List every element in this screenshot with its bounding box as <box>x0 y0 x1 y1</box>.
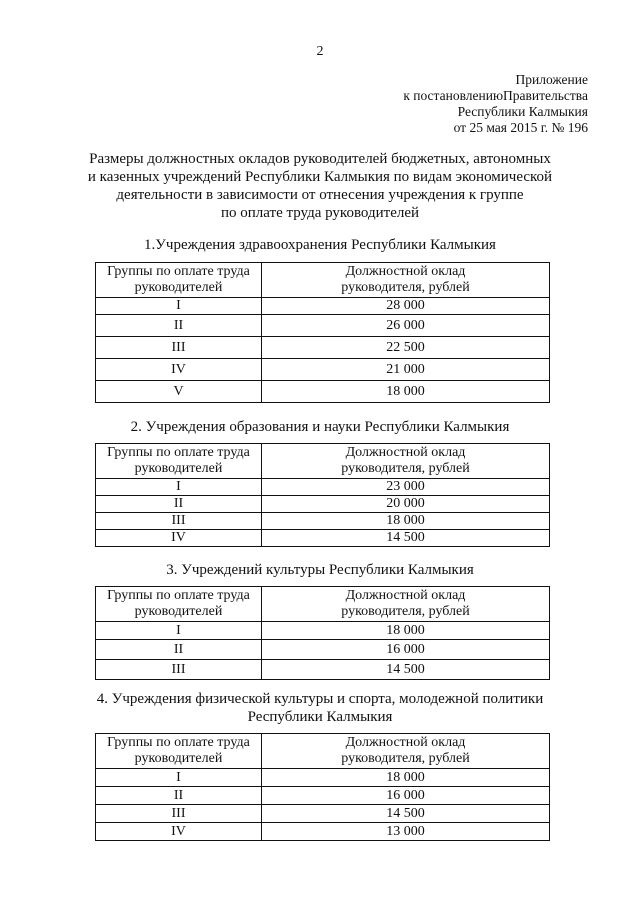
table-row <box>96 622 550 640</box>
cell-group: IV <box>96 823 262 841</box>
cell-salary: 14 500 <box>262 530 550 547</box>
section-heading: 2. Учреждения образования и науки Республики Калмыкия <box>130 419 510 435</box>
cell-salary: 21 000 <box>262 359 550 381</box>
cell-group: II <box>96 496 262 513</box>
cell-group: IV <box>96 530 262 547</box>
table-header-row <box>96 263 550 298</box>
cell-group: III <box>96 805 262 823</box>
table-row <box>96 805 550 823</box>
cell-salary: 14 500 <box>262 660 550 680</box>
table-row <box>96 298 550 315</box>
cell-salary: 18 000 <box>262 381 550 403</box>
cell-salary: 18 000 <box>262 622 550 640</box>
cell-salary: 16 000 <box>262 640 550 660</box>
table-row <box>96 769 550 787</box>
header-salary: Должностной оклад руководителя, рублей <box>262 263 550 298</box>
cell-salary: 14 500 <box>262 805 550 823</box>
title-line: Размеры должностных окладов руководителей бюджетных, автономных <box>89 151 551 167</box>
salary-table-4 <box>95 733 550 841</box>
table-row <box>96 479 550 496</box>
cell-group: V <box>96 381 262 403</box>
cell-group: II <box>96 640 262 660</box>
header-groups: Группы по оплате труда руководителей <box>96 734 262 769</box>
heading-line: Республики Калмыкия <box>247 709 393 725</box>
cell-salary: 26 000 <box>262 315 550 337</box>
cell-salary: 16 000 <box>262 787 550 805</box>
cell-group: I <box>96 479 262 496</box>
table-row <box>96 640 550 660</box>
header-salary: Должностной оклад руководителя, рублей <box>262 587 550 622</box>
table-row <box>96 337 550 359</box>
header-salary: Должностной оклад руководителя, рублей <box>262 734 550 769</box>
salary-table-3 <box>95 586 550 680</box>
appendix-block <box>403 72 588 136</box>
appendix-line: от 25 мая 2015 г. № 196 <box>453 120 588 135</box>
cell-salary: 23 000 <box>262 479 550 496</box>
cell-group: I <box>96 298 262 315</box>
cell-salary: 13 000 <box>262 823 550 841</box>
header-groups: Группы по оплате труда руководителей <box>96 444 262 479</box>
table-row <box>96 513 550 530</box>
table-header-row <box>96 734 550 769</box>
cell-group: II <box>96 315 262 337</box>
table-row <box>96 823 550 841</box>
table-row <box>96 787 550 805</box>
salary-table-2 <box>95 443 550 547</box>
cell-group: I <box>96 622 262 640</box>
cell-group: III <box>96 337 262 359</box>
cell-group: IV <box>96 359 262 381</box>
table-row <box>96 660 550 680</box>
title-line: деятельности в зависимости от отнесения учреждения к группе <box>116 187 524 203</box>
table-row <box>96 496 550 513</box>
cell-group: III <box>96 660 262 680</box>
table-row <box>96 359 550 381</box>
title-line: по оплате труда руководителей <box>220 205 420 221</box>
cell-salary: 18 000 <box>262 513 550 530</box>
appendix-line: Республики Калмыкия <box>457 104 588 119</box>
table-row <box>96 315 550 337</box>
salary-table-1 <box>95 262 550 403</box>
cell-group: III <box>96 513 262 530</box>
section-heading <box>60 690 580 726</box>
cell-salary: 28 000 <box>262 298 550 315</box>
cell-salary: 18 000 <box>262 769 550 787</box>
cell-group: II <box>96 787 262 805</box>
section-heading: 3. Учреждений культуры Республики Калмыкия <box>166 562 474 578</box>
header-groups: Группы по оплате труда руководителей <box>96 587 262 622</box>
title-line: и казенных учреждений Республики Калмыкия по видам экономической <box>87 169 553 185</box>
table-header-row <box>96 444 550 479</box>
page-number: 2 <box>316 44 324 59</box>
appendix-line: Приложение <box>515 72 588 87</box>
appendix-line: к постановлениюПравительства <box>403 88 588 103</box>
cell-salary: 22 500 <box>262 337 550 359</box>
header-groups: Группы по оплате труда руководителей <box>96 263 262 298</box>
table-row <box>96 530 550 547</box>
cell-group: I <box>96 769 262 787</box>
cell-salary: 20 000 <box>262 496 550 513</box>
table-row <box>96 381 550 403</box>
heading-line: 4. Учреждения физической культуры и спорта, молодежной политики <box>96 691 544 707</box>
section-heading: 1.Учреждения здравоохранения Республики Калмыкия <box>144 237 496 253</box>
table-header-row <box>96 587 550 622</box>
header-salary: Должностной оклад руководителя, рублей <box>262 444 550 479</box>
document-title <box>60 150 580 222</box>
